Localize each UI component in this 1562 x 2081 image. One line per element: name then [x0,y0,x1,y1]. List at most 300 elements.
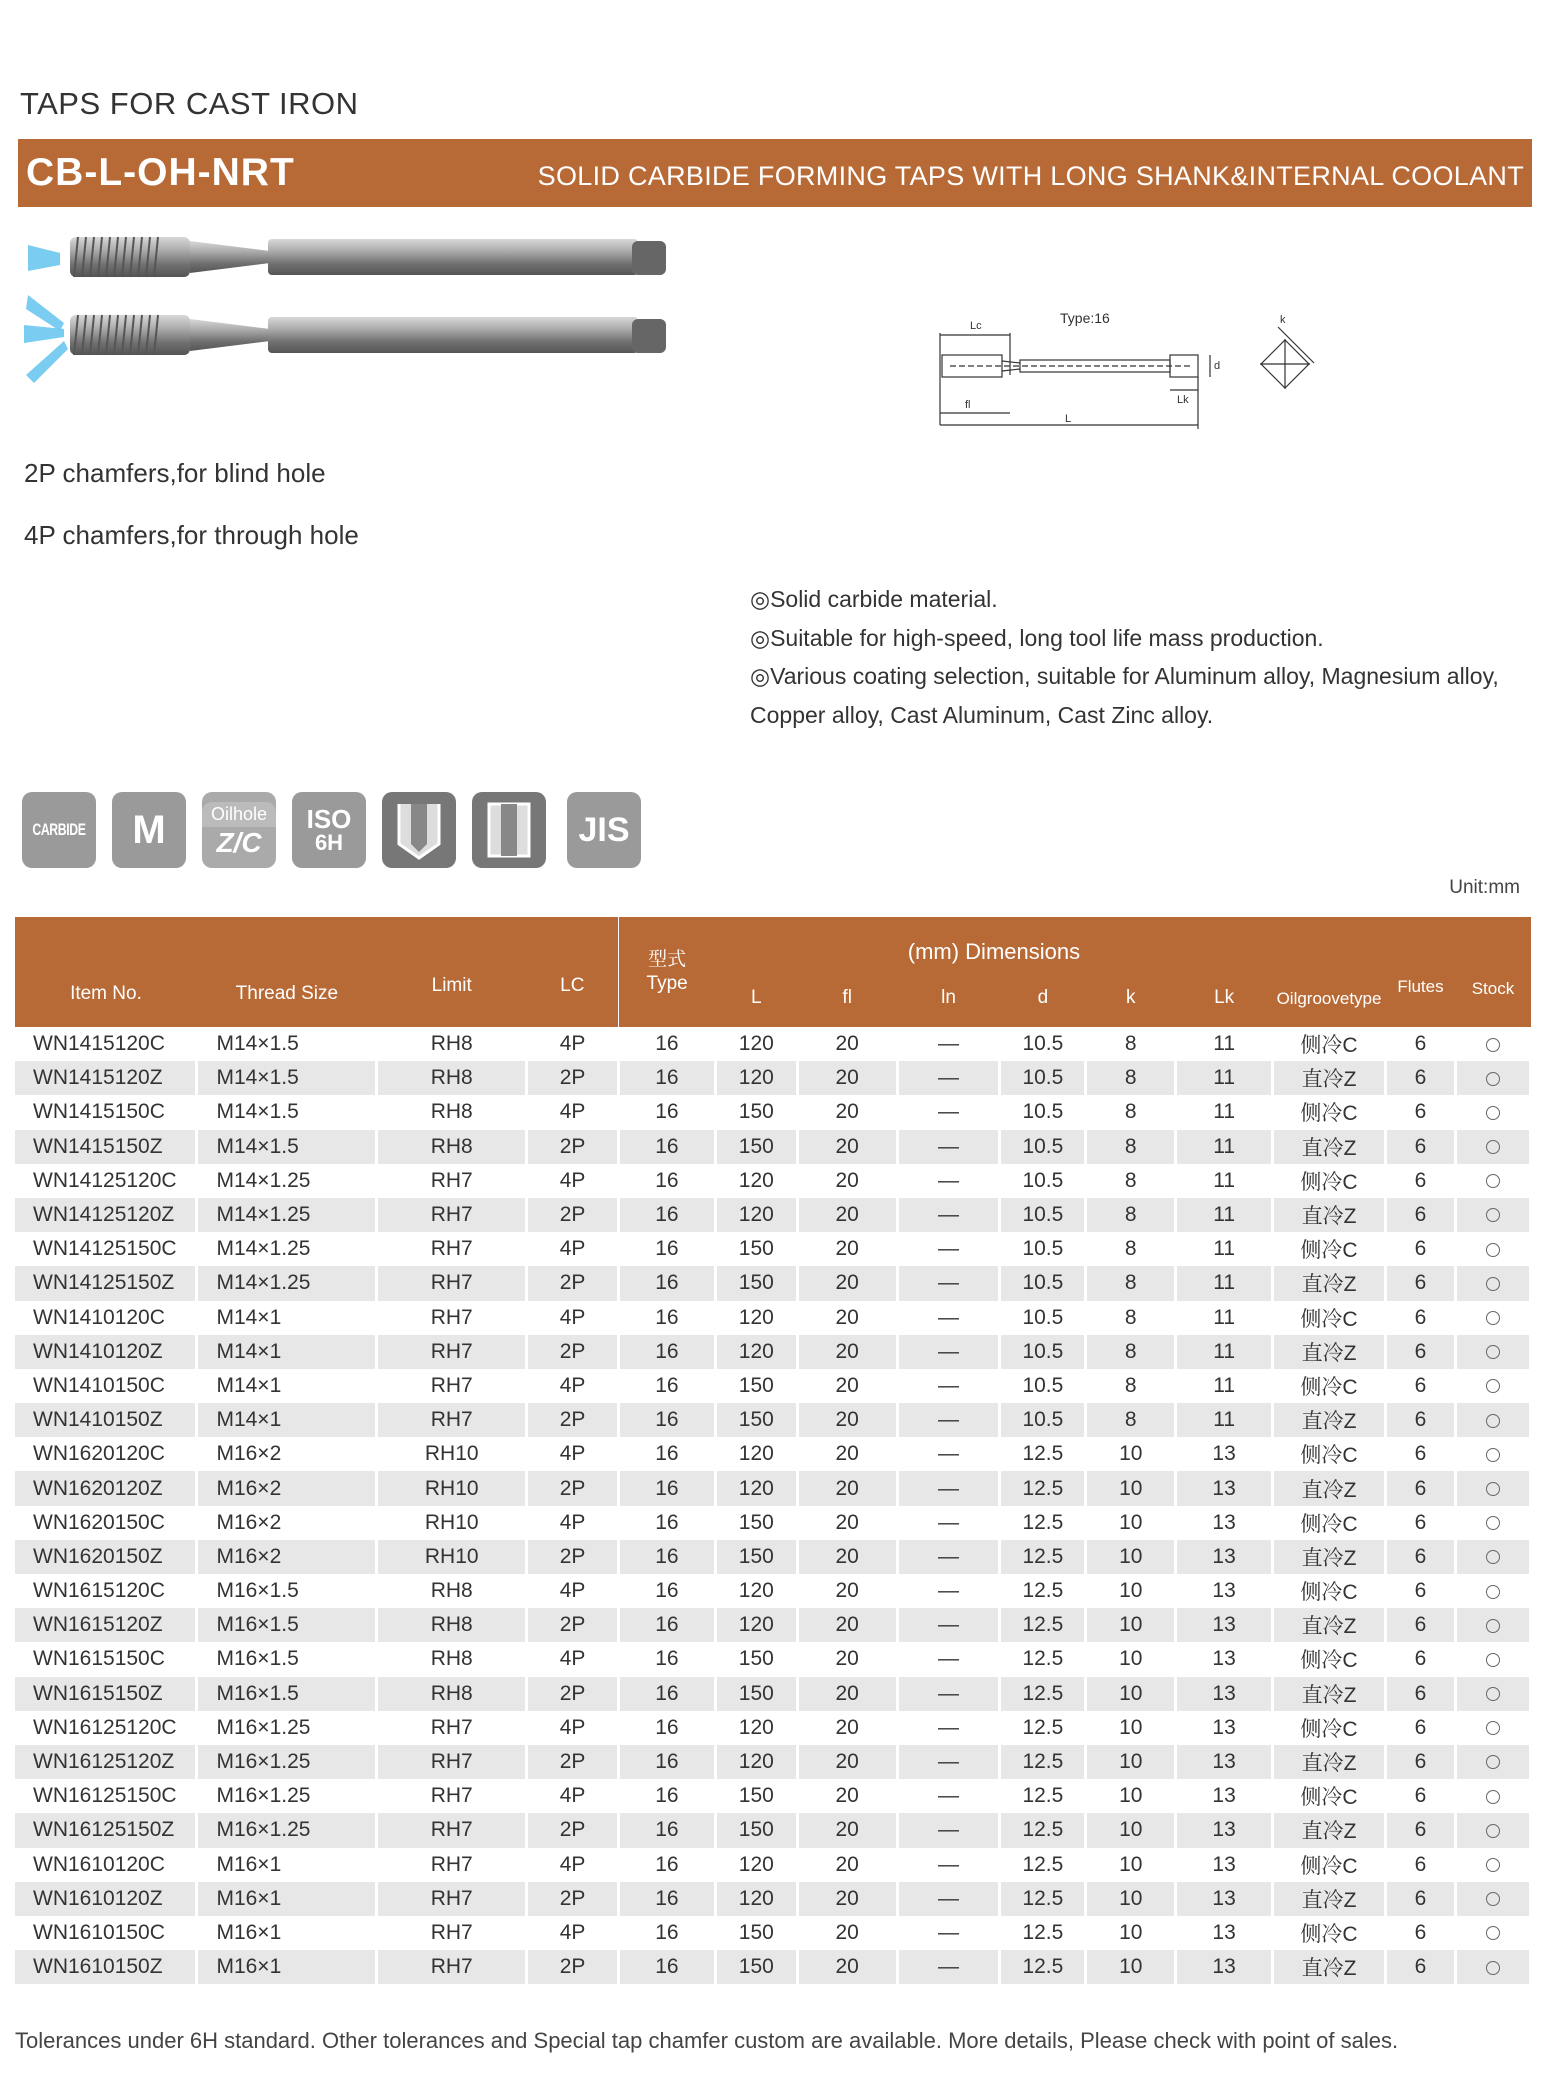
stock-circle-icon [1486,1790,1500,1804]
cell-l: 120 [715,1198,797,1232]
cell-k: 10 [1086,1916,1176,1950]
cell-ln: — [897,1266,1000,1300]
cell-limit: RH7 [377,1198,527,1232]
cell-stock [1455,1574,1530,1608]
cell-item-no: WN1620150C [15,1506,197,1540]
cell-limit: RH7 [377,1369,527,1403]
cell-lk: 13 [1176,1882,1273,1916]
cell-type: 16 [618,1779,715,1813]
cell-lk: 11 [1176,1266,1273,1300]
cell-type: 16 [618,1745,715,1779]
cell-item-no: WN14125120Z [15,1198,197,1232]
cell-limit: RH8 [377,1677,527,1711]
cell-thread-size: M14×1.25 [197,1232,377,1266]
table-row [15,1540,1531,1574]
cell-limit: RH8 [377,1061,527,1095]
cell-l: 150 [715,1266,797,1300]
stock-circle-icon [1486,1038,1500,1052]
cell-item-no: WN1610150C [15,1916,197,1950]
cell-l: 120 [715,1471,797,1505]
cell-lc: 4P [527,1574,619,1608]
cell-l: 150 [715,1232,797,1266]
cell-limit: RH8 [377,1608,527,1642]
cell-k: 8 [1086,1061,1176,1095]
cell-flutes: 6 [1386,1642,1456,1676]
cell-item-no: WN1410150Z [15,1403,197,1437]
cell-ln: — [897,1540,1000,1574]
cell-thread-size: M14×1.5 [197,1130,377,1164]
header-k: k [1086,969,1176,1027]
cell-lc: 2P [527,1471,619,1505]
header-stock: Stock [1455,917,1530,1027]
cell-k: 10 [1086,1506,1176,1540]
cell-flutes: 6 [1386,1608,1456,1642]
cell-limit: RH7 [377,1916,527,1950]
cell-item-no: WN1615150C [15,1642,197,1676]
cell-oilgroove-type: 侧冷C [1273,1369,1386,1403]
cell-lk: 13 [1176,1642,1273,1676]
cell-lc: 2P [527,1882,619,1916]
cell-lc: 2P [527,1266,619,1300]
cell-thread-size: M14×1.5 [197,1061,377,1095]
tap-technical-drawing [930,305,1350,435]
cell-k: 10 [1086,1471,1176,1505]
drawing-lk-label: Lk [1177,394,1189,406]
cell-lk: 13 [1176,1813,1273,1847]
cell-flutes: 6 [1386,1301,1456,1335]
drawing-lc-label: Lc [970,320,982,332]
cell-l: 150 [715,1369,797,1403]
cell-k: 10 [1086,1950,1176,1984]
cell-type: 16 [618,1164,715,1198]
cell-thread-size: M16×1.5 [197,1574,377,1608]
cell-type: 16 [618,1540,715,1574]
cell-type: 16 [618,1677,715,1711]
cell-thread-size: M16×2 [197,1437,377,1471]
stock-circle-icon [1486,1961,1500,1975]
cell-limit: RH8 [377,1095,527,1129]
drawing-k-label: k [1280,314,1286,326]
cell-ln: — [897,1095,1000,1129]
cell-lk: 13 [1176,1950,1273,1984]
cell-ln: — [897,1335,1000,1369]
cell-flutes: 6 [1386,1369,1456,1403]
cell-k: 10 [1086,1813,1176,1847]
cell-fl: 20 [797,1642,897,1676]
cell-lc: 2P [527,1403,619,1437]
cell-lk: 13 [1176,1711,1273,1745]
cell-stock [1455,1130,1530,1164]
through-hole-icon [472,792,546,868]
cell-ln: — [897,1779,1000,1813]
cell-lk: 13 [1176,1437,1273,1471]
cell-thread-size: M16×1.25 [197,1813,377,1847]
cell-type: 16 [618,1950,715,1984]
cell-d: 12.5 [1000,1779,1086,1813]
cell-item-no: WN16125120C [15,1711,197,1745]
cell-thread-size: M16×1.25 [197,1745,377,1779]
cell-item-no: WN1415150Z [15,1130,197,1164]
cell-item-no: WN14125150C [15,1232,197,1266]
cell-flutes: 6 [1386,1198,1456,1232]
tap-photos [20,225,680,395]
cell-lk: 11 [1176,1164,1273,1198]
cell-k: 8 [1086,1027,1176,1061]
cell-item-no: WN1410120Z [15,1335,197,1369]
cell-item-no: WN16125120Z [15,1745,197,1779]
cell-type: 16 [618,1095,715,1129]
cell-k: 10 [1086,1608,1176,1642]
cell-thread-size: M14×1.5 [197,1095,377,1129]
cell-limit: RH8 [377,1130,527,1164]
cell-stock [1455,1882,1530,1916]
cell-stock [1455,1369,1530,1403]
cell-stock [1455,1095,1530,1129]
cell-type: 16 [618,1369,715,1403]
cell-lk: 13 [1176,1848,1273,1882]
cell-lc: 4P [527,1848,619,1882]
cell-oilgroove-type: 直冷Z [1273,1266,1386,1300]
cell-d: 10.5 [1000,1335,1086,1369]
cell-fl: 20 [797,1574,897,1608]
cell-item-no: WN1415150C [15,1095,197,1129]
header-thread-size: Thread Size [197,917,377,1027]
cell-ln: — [897,1164,1000,1198]
cell-fl: 20 [797,1506,897,1540]
stock-circle-icon [1486,1619,1500,1633]
cell-flutes: 6 [1386,1130,1456,1164]
cell-fl: 20 [797,1608,897,1642]
cell-lc: 4P [527,1437,619,1471]
cell-stock [1455,1403,1530,1437]
cell-fl: 20 [797,1813,897,1847]
header-item-no: Item No. [15,917,197,1027]
cell-stock [1455,1164,1530,1198]
cell-flutes: 6 [1386,1711,1456,1745]
iso-6h-badge: ISO 6H [292,792,366,868]
product-banner [18,139,1532,207]
cell-fl: 20 [797,1779,897,1813]
cell-flutes: 6 [1386,1779,1456,1813]
cell-flutes: 6 [1386,1540,1456,1574]
cell-type: 16 [618,1403,715,1437]
cell-d: 10.5 [1000,1403,1086,1437]
cell-k: 10 [1086,1779,1176,1813]
spec-table-body [15,1027,1531,1984]
stock-circle-icon [1486,1687,1500,1701]
cell-d: 12.5 [1000,1711,1086,1745]
cell-type: 16 [618,1232,715,1266]
cell-lc: 2P [527,1745,619,1779]
cell-oilgroove-type: 侧冷C [1273,1779,1386,1813]
cell-k: 8 [1086,1266,1176,1300]
header-ln: ln [897,969,1000,1027]
cell-lk: 13 [1176,1677,1273,1711]
stock-circle-icon [1486,1858,1500,1872]
cell-limit: RH8 [377,1642,527,1676]
stock-circle-icon [1486,1755,1500,1769]
stock-circle-icon [1486,1721,1500,1735]
cell-item-no: WN1410120C [15,1301,197,1335]
cell-oilgroove-type: 直冷Z [1273,1335,1386,1369]
header-fl: fl [797,969,897,1027]
cell-oilgroove-type: 侧冷C [1273,1642,1386,1676]
cell-l: 150 [715,1506,797,1540]
stock-circle-icon [1486,1448,1500,1462]
cell-item-no: WN14125120C [15,1164,197,1198]
cell-ln: — [897,1027,1000,1061]
spec-table [15,917,1532,1984]
section-title: TAPS FOR CAST IRON [20,86,359,121]
table-row [15,1848,1531,1882]
cell-l: 120 [715,1027,797,1061]
cell-oilgroove-type: 直冷Z [1273,1608,1386,1642]
cell-k: 10 [1086,1745,1176,1779]
feature-item: Copper alloy, Cast Aluminum, Cast Zinc alloy. [750,701,1214,728]
cell-thread-size: M16×1 [197,1950,377,1984]
feature-item: ◎Solid carbide material. [750,586,998,612]
cell-lk: 13 [1176,1506,1273,1540]
stock-circle-icon [1486,1482,1500,1496]
table-row [15,1711,1531,1745]
cell-limit: RH8 [377,1574,527,1608]
cell-oilgroove-type: 直冷Z [1273,1403,1386,1437]
cell-stock [1455,1711,1530,1745]
cell-thread-size: M16×2 [197,1540,377,1574]
cell-fl: 20 [797,1369,897,1403]
cell-thread-size: M14×1.25 [197,1164,377,1198]
stock-circle-icon [1486,1414,1500,1428]
cell-lc: 2P [527,1540,619,1574]
table-row [15,1677,1531,1711]
cell-lk: 11 [1176,1369,1273,1403]
cell-fl: 20 [797,1403,897,1437]
cell-lc: 4P [527,1232,619,1266]
cell-thread-size: M14×1.5 [197,1027,377,1061]
cell-type: 16 [618,1061,715,1095]
cell-lc: 4P [527,1916,619,1950]
oilhole-badge: Oilhole Z/C [202,792,276,868]
cell-ln: — [897,1950,1000,1984]
cell-fl: 20 [797,1027,897,1061]
cell-l: 150 [715,1916,797,1950]
cell-limit: RH7 [377,1848,527,1882]
table-row [15,1095,1531,1129]
table-row [15,1301,1531,1335]
cell-stock [1455,1608,1530,1642]
cell-lc: 4P [527,1027,619,1061]
cell-d: 12.5 [1000,1642,1086,1676]
header-flutes: Flutes [1386,917,1456,1027]
cell-fl: 20 [797,1437,897,1471]
cell-flutes: 6 [1386,1882,1456,1916]
cell-ln: — [897,1574,1000,1608]
cell-l: 120 [715,1848,797,1882]
cell-oilgroove-type: 直冷Z [1273,1745,1386,1779]
header-oilgroove-type: Oilgroovetype [1273,917,1386,1027]
cell-thread-size: M16×1 [197,1882,377,1916]
cell-type: 16 [618,1335,715,1369]
cell-fl: 20 [797,1950,897,1984]
cell-flutes: 6 [1386,1745,1456,1779]
chamfer-note-2p: 2P chamfers,for blind hole [24,458,326,488]
cell-d: 10.5 [1000,1061,1086,1095]
cell-flutes: 6 [1386,1848,1456,1882]
cell-k: 10 [1086,1848,1176,1882]
cell-thread-size: M16×1 [197,1848,377,1882]
cell-lc: 4P [527,1642,619,1676]
cell-ln: — [897,1232,1000,1266]
cell-l: 150 [715,1813,797,1847]
cell-limit: RH8 [377,1027,527,1061]
cell-l: 150 [715,1540,797,1574]
stock-circle-icon [1486,1379,1500,1393]
stock-circle-icon [1486,1106,1500,1120]
cell-flutes: 6 [1386,1403,1456,1437]
cell-l: 150 [715,1677,797,1711]
cell-thread-size: M14×1 [197,1301,377,1335]
cell-lc: 2P [527,1677,619,1711]
cell-d: 10.5 [1000,1266,1086,1300]
cell-d: 12.5 [1000,1882,1086,1916]
cell-type: 16 [618,1574,715,1608]
cell-oilgroove-type: 侧冷C [1273,1848,1386,1882]
table-row [15,1471,1531,1505]
table-row [15,1130,1531,1164]
cell-l: 120 [715,1745,797,1779]
cell-l: 120 [715,1164,797,1198]
cell-l: 120 [715,1437,797,1471]
cell-thread-size: M16×1.5 [197,1608,377,1642]
cell-stock [1455,1950,1530,1984]
tap-2p-image [28,237,666,277]
cell-fl: 20 [797,1745,897,1779]
cell-thread-size: M16×1.25 [197,1711,377,1745]
cell-type: 16 [618,1848,715,1882]
cell-item-no: WN1610120Z [15,1882,197,1916]
cell-ln: — [897,1711,1000,1745]
table-row [15,1882,1531,1916]
cell-flutes: 6 [1386,1950,1456,1984]
cell-thread-size: M16×2 [197,1471,377,1505]
feature-item: ◎Various coating selection, suitable for Aluminum alloy, Magnesium alloy, [750,663,1499,689]
cell-thread-size: M14×1 [197,1403,377,1437]
cell-oilgroove-type: 侧冷C [1273,1164,1386,1198]
stock-circle-icon [1486,1072,1500,1086]
cell-stock [1455,1540,1530,1574]
cell-lc: 2P [527,1061,619,1095]
stock-circle-icon [1486,1140,1500,1154]
product-code: CB-L-OH-NRT [26,151,295,194]
cell-oilgroove-type: 侧冷C [1273,1027,1386,1061]
cell-k: 10 [1086,1677,1176,1711]
cell-limit: RH7 [377,1813,527,1847]
cell-lc: 2P [527,1130,619,1164]
cell-stock [1455,1335,1530,1369]
cell-k: 8 [1086,1130,1176,1164]
cell-limit: RH10 [377,1506,527,1540]
table-row [15,1198,1531,1232]
cell-flutes: 6 [1386,1471,1456,1505]
cell-d: 10.5 [1000,1232,1086,1266]
cell-k: 10 [1086,1437,1176,1471]
cell-d: 12.5 [1000,1916,1086,1950]
cell-oilgroove-type: 侧冷C [1273,1437,1386,1471]
carbide-badge: CARBIDE [22,792,96,868]
table-row [15,1027,1531,1061]
cell-thread-size: M14×1 [197,1369,377,1403]
cell-thread-size: M16×2 [197,1506,377,1540]
cell-lc: 2P [527,1813,619,1847]
cell-ln: — [897,1677,1000,1711]
cell-fl: 20 [797,1916,897,1950]
tap-4p-image [24,295,666,383]
cell-lc: 4P [527,1506,619,1540]
cell-fl: 20 [797,1335,897,1369]
cell-item-no: WN16125150Z [15,1813,197,1847]
header-lk: Lk [1176,969,1273,1027]
cell-d: 10.5 [1000,1130,1086,1164]
cell-k: 10 [1086,1882,1176,1916]
stock-circle-icon [1486,1824,1500,1838]
cell-thread-size: M16×1 [197,1916,377,1950]
cell-lc: 2P [527,1608,619,1642]
table-row [15,1437,1531,1471]
cell-d: 12.5 [1000,1608,1086,1642]
unit-label: Unit:mm [1449,877,1520,898]
cell-stock [1455,1471,1530,1505]
cell-k: 8 [1086,1095,1176,1129]
cell-thread-size: M14×1 [197,1335,377,1369]
cell-k: 10 [1086,1540,1176,1574]
stock-circle-icon [1486,1926,1500,1940]
stock-circle-icon [1486,1653,1500,1667]
cell-ln: — [897,1061,1000,1095]
cell-ln: — [897,1403,1000,1437]
cell-l: 120 [715,1574,797,1608]
cell-limit: RH10 [377,1471,527,1505]
cell-flutes: 6 [1386,1437,1456,1471]
cell-l: 150 [715,1403,797,1437]
cell-ln: — [897,1916,1000,1950]
table-row [15,1369,1531,1403]
cell-lc: 4P [527,1301,619,1335]
cell-oilgroove-type: 侧冷C [1273,1574,1386,1608]
cell-lk: 11 [1176,1301,1273,1335]
cell-lk: 11 [1176,1061,1273,1095]
cell-limit: RH10 [377,1540,527,1574]
cell-ln: — [897,1608,1000,1642]
cell-d: 12.5 [1000,1745,1086,1779]
table-row [15,1574,1531,1608]
cell-oilgroove-type: 直冷Z [1273,1471,1386,1505]
cell-lc: 4P [527,1779,619,1813]
cell-limit: RH7 [377,1335,527,1369]
cell-stock [1455,1266,1530,1300]
cell-lk: 11 [1176,1027,1273,1061]
cell-d: 10.5 [1000,1198,1086,1232]
cell-flutes: 6 [1386,1335,1456,1369]
cell-ln: — [897,1437,1000,1471]
cell-fl: 20 [797,1301,897,1335]
cell-oilgroove-type: 侧冷C [1273,1506,1386,1540]
cell-lk: 13 [1176,1471,1273,1505]
cell-type: 16 [618,1813,715,1847]
cell-stock [1455,1745,1530,1779]
cell-fl: 20 [797,1540,897,1574]
cell-fl: 20 [797,1711,897,1745]
cell-d: 12.5 [1000,1677,1086,1711]
